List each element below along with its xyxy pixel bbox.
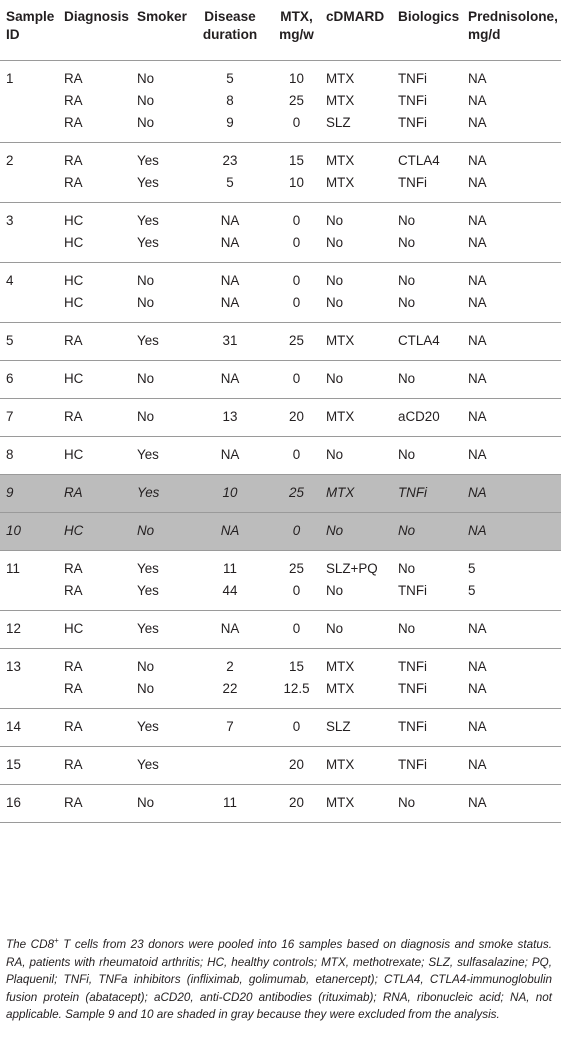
- table-row: [0, 648, 561, 678]
- cell-biologics: No: [398, 272, 416, 288]
- cell-diagnosis: RA: [64, 784, 137, 822]
- header-diagnosis: [64, 0, 137, 60]
- cell-mtx-dose: 0: [267, 292, 326, 323]
- cell-mtx-dose: 10: [289, 70, 304, 86]
- cell-smoker: Yes: [137, 708, 193, 746]
- sample-group: [0, 784, 561, 822]
- cell-sample-id: 11: [6, 560, 20, 576]
- cell-disease-duration: NA: [193, 436, 267, 474]
- cell-disease-duration: 9: [193, 112, 267, 143]
- cell-prednisolone: NA: [468, 708, 561, 746]
- cell-biologics: CTLA4: [398, 322, 468, 360]
- table-row: [0, 262, 561, 292]
- sample-group: [0, 436, 561, 474]
- sample-group: [0, 360, 561, 398]
- cell-diagnosis: RA: [64, 398, 137, 436]
- table-row: [0, 232, 561, 263]
- header-smoker: [137, 0, 193, 60]
- cell-smoker: Yes: [137, 746, 193, 784]
- header-mtx-dose: [267, 0, 326, 60]
- table-footnote: [6, 936, 552, 1024]
- cell-cdmard: MTX: [326, 70, 355, 86]
- header-line: Biologics: [398, 9, 460, 24]
- cell-sample-id: 2: [6, 152, 14, 168]
- header-line: Smoker: [137, 9, 187, 24]
- cell-disease-duration: 22: [193, 678, 267, 709]
- table-row: [0, 580, 561, 611]
- cell-smoker: Yes: [137, 580, 193, 611]
- excluded-sample-group: [0, 474, 561, 512]
- sample-group: [0, 322, 561, 360]
- cell-smoker: Yes: [137, 474, 193, 512]
- cell-prednisolone: NA: [468, 746, 561, 784]
- table-row: [0, 746, 561, 784]
- cell-disease-duration: 31: [193, 322, 267, 360]
- cell-sample-id: 14: [0, 708, 64, 746]
- cell-smoker: No: [137, 512, 193, 550]
- cell-diagnosis: HC: [64, 512, 137, 550]
- cell-sample-id: 7: [0, 398, 64, 436]
- cell-diagnosis: RA: [64, 152, 83, 168]
- cell-mtx-dose: 0: [267, 580, 326, 611]
- cell-cdmard: No: [326, 292, 398, 323]
- cell-prednisolone: NA: [468, 436, 561, 474]
- cell-cdmard: MTX: [326, 678, 398, 709]
- sample-group: [0, 398, 561, 436]
- table-row: [0, 112, 561, 143]
- cell-biologics: CTLA4: [398, 152, 440, 168]
- cell-diagnosis: HC: [64, 360, 137, 398]
- header-line: ID: [6, 27, 20, 42]
- cell-biologics: No: [398, 512, 468, 550]
- cell-disease-duration: 5: [193, 172, 267, 203]
- header-disease-duration: [193, 0, 267, 60]
- cell-diagnosis: HC: [64, 272, 84, 288]
- footnote-superscript: +: [54, 936, 59, 946]
- cell-sample-id: 15: [0, 746, 64, 784]
- sample-group: [0, 202, 561, 262]
- cell-mtx-dose: 0: [292, 212, 301, 228]
- cell-disease-duration: 13: [193, 398, 267, 436]
- cell-biologics: No: [398, 360, 468, 398]
- table-row: [0, 398, 561, 436]
- table-row: [0, 90, 561, 112]
- cell-prednisolone: NA: [468, 70, 487, 86]
- cell-cdmard: MTX: [326, 172, 398, 203]
- cell-diagnosis: HC: [64, 610, 137, 648]
- cell-prednisolone: NA: [468, 212, 487, 228]
- cell-sample-id: [0, 232, 64, 263]
- cell-biologics: No: [398, 436, 468, 474]
- table-row: [0, 708, 561, 746]
- cell-cdmard: SLZ+PQ: [326, 560, 378, 576]
- cell-diagnosis: RA: [64, 92, 83, 108]
- cell-smoker: Yes: [137, 172, 193, 203]
- cell-mtx-dose: 0: [267, 708, 326, 746]
- header-biologics: [398, 0, 468, 60]
- cell-sample-id: 1: [6, 70, 14, 86]
- cell-cdmard: No: [326, 360, 398, 398]
- cell-prednisolone: NA: [468, 658, 487, 674]
- table-row: [0, 610, 561, 648]
- cell-disease-duration: 2: [226, 658, 234, 674]
- cell-prednisolone: NA: [468, 272, 487, 288]
- cell-sample-id: 13: [6, 658, 21, 674]
- cell-prednisolone: NA: [468, 292, 561, 323]
- cell-diagnosis: RA: [64, 678, 137, 709]
- cell-cdmard: MTX: [326, 746, 398, 784]
- cell-sample-id: [0, 292, 64, 323]
- cell-smoker: No: [137, 112, 193, 143]
- cell-smoker: No: [137, 398, 193, 436]
- cell-biologics: No: [398, 610, 468, 648]
- cell-biologics: TNFi: [398, 92, 428, 108]
- cell-diagnosis: HC: [64, 212, 84, 228]
- cell-biologics: TNFi: [398, 112, 468, 143]
- header-line: Diagnosis: [64, 9, 129, 24]
- header-line: MTX,: [280, 9, 313, 24]
- table-row: [0, 60, 561, 90]
- cell-mtx-dose: 25: [289, 92, 304, 108]
- header-line: duration: [202, 27, 258, 42]
- header-line: mg/w: [279, 27, 314, 42]
- cell-biologics: TNFi: [398, 678, 468, 709]
- cell-smoker: No: [137, 658, 155, 674]
- table-row: [0, 512, 561, 550]
- table-row: [0, 292, 561, 323]
- cell-cdmard: MTX: [326, 152, 355, 168]
- cell-sample-id: 5: [0, 322, 64, 360]
- cell-cdmard: No: [326, 580, 398, 611]
- cell-disease-duration: NA: [193, 610, 267, 648]
- cell-disease-duration: NA: [193, 512, 267, 550]
- header-line: Prednisolone,: [468, 9, 558, 24]
- sample-group: [0, 708, 561, 746]
- cell-disease-duration: 8: [226, 92, 234, 108]
- cell-diagnosis: RA: [64, 658, 83, 674]
- cell-prednisolone: NA: [468, 152, 487, 168]
- sample-group: [0, 60, 561, 142]
- table-row: [0, 474, 561, 512]
- table-row: [0, 322, 561, 360]
- cell-diagnosis: RA: [64, 112, 137, 143]
- header-line: cDMARD: [326, 9, 385, 24]
- cell-diagnosis: RA: [64, 172, 137, 203]
- cell-prednisolone: NA: [468, 322, 561, 360]
- cell-biologics: No: [398, 560, 416, 576]
- footnote-text: T cells from 23 donors were pooled into 16 samples based on diagnosis and smoke status. RA, patients with rheumatoid arthritis; HC, healthy controls; MTX, methotrexate; SLZ, sulfasalazine; PQ, Plaquenil; TNFi, TNFa inhibitors (infliximab, golimumab, etanercept); CTLA4, CTLA4-immunoglobulin fusion protein (abatacept); aCD20, anti-CD20 antibodies (rituximab); RNA, ribonucleic acid; NA, not applicable. Sample 9 and 10 are shaded in gray because they were excluded from the analysis.: [6, 938, 552, 1022]
- cell-prednisolone: 5: [468, 560, 476, 576]
- cell-biologics: TNFi: [398, 708, 468, 746]
- cell-smoker: No: [137, 292, 193, 323]
- table-row: [0, 436, 561, 474]
- cell-disease-duration: 11: [223, 560, 237, 576]
- excluded-sample-group: [0, 512, 561, 550]
- cell-disease-duration: NA: [193, 360, 267, 398]
- cell-biologics: TNFi: [398, 474, 468, 512]
- cell-biologics: TNFi: [398, 580, 468, 611]
- cell-cdmard: MTX: [326, 92, 355, 108]
- sample-group: [0, 550, 561, 610]
- cell-smoker: Yes: [137, 436, 193, 474]
- cell-prednisolone: NA: [468, 92, 487, 108]
- cell-prednisolone: 5: [468, 580, 561, 611]
- header-line: Disease: [204, 9, 256, 24]
- cell-disease-duration: [193, 746, 267, 784]
- cell-disease-duration: 7: [193, 708, 267, 746]
- sample-group: [0, 262, 561, 322]
- table-row: [0, 360, 561, 398]
- footnote-prefix: The CD8: [6, 938, 55, 951]
- cell-prednisolone: NA: [468, 512, 561, 550]
- cell-sample-id: 8: [0, 436, 64, 474]
- cell-sample-id: 16: [0, 784, 64, 822]
- cell-disease-duration: NA: [220, 272, 240, 288]
- cell-disease-duration: NA: [193, 232, 267, 263]
- cell-mtx-dose: 0: [267, 360, 326, 398]
- cell-smoker: Yes: [137, 322, 193, 360]
- cell-sample-id: [0, 172, 64, 203]
- cell-disease-duration: 44: [193, 580, 267, 611]
- cell-cdmard: No: [326, 512, 398, 550]
- cell-prednisolone: NA: [468, 232, 561, 263]
- cell-sample-id: [0, 678, 64, 709]
- cell-mtx-dose: 15: [289, 152, 304, 168]
- cell-disease-duration: 10: [193, 474, 267, 512]
- cell-diagnosis: RA: [64, 560, 83, 576]
- cell-biologics: No: [398, 292, 468, 323]
- cell-prednisolone: NA: [468, 610, 561, 648]
- header-prednisolone: [468, 0, 561, 60]
- cell-mtx-dose: 25: [289, 560, 304, 576]
- cell-cdmard: No: [326, 212, 344, 228]
- header-line: Sample: [6, 9, 55, 24]
- table-row: [0, 202, 561, 232]
- cell-biologics: No: [398, 232, 468, 263]
- cell-prednisolone: NA: [468, 474, 561, 512]
- header-line: mg/d: [468, 27, 501, 42]
- table-header: [0, 0, 561, 60]
- cell-mtx-dose: 20: [267, 784, 326, 822]
- cell-diagnosis: RA: [64, 746, 137, 784]
- cell-cdmard: No: [326, 610, 398, 648]
- table-row: [0, 172, 561, 203]
- cell-diagnosis: RA: [64, 70, 83, 86]
- cell-sample-id: 10: [0, 512, 64, 550]
- cell-cdmard: MTX: [326, 398, 398, 436]
- cell-sample-id: 3: [6, 212, 14, 228]
- cell-smoker: No: [137, 360, 193, 398]
- sample-group: [0, 610, 561, 648]
- cell-disease-duration: NA: [193, 292, 267, 323]
- cell-mtx-dose: 0: [267, 112, 326, 143]
- cell-cdmard: MTX: [326, 658, 355, 674]
- cell-diagnosis: HC: [64, 232, 137, 263]
- cell-diagnosis: HC: [64, 436, 137, 474]
- cell-cdmard: SLZ: [326, 112, 398, 143]
- cell-disease-duration: NA: [220, 212, 240, 228]
- header-sample-id: [0, 0, 64, 60]
- cell-mtx-dose: 20: [267, 398, 326, 436]
- cell-prednisolone: NA: [468, 112, 561, 143]
- cell-diagnosis: HC: [64, 292, 137, 323]
- cell-prednisolone: NA: [468, 398, 561, 436]
- cell-mtx-dose: 25: [267, 322, 326, 360]
- cell-prednisolone: NA: [468, 678, 561, 709]
- sample-group: [0, 648, 561, 708]
- cell-cdmard: MTX: [326, 322, 398, 360]
- cell-disease-duration: 23: [222, 152, 238, 168]
- table-row: [0, 784, 561, 822]
- cell-smoker: No: [137, 784, 193, 822]
- cell-disease-duration: 5: [226, 70, 234, 86]
- cell-sample-id: [0, 112, 64, 143]
- sample-group: [0, 142, 561, 202]
- cell-mtx-dose: 0: [267, 610, 326, 648]
- cell-mtx-dose: 10: [267, 172, 326, 203]
- cell-diagnosis: RA: [64, 474, 137, 512]
- cell-smoker: No: [137, 272, 155, 288]
- cell-smoker: Yes: [137, 232, 193, 263]
- cell-cdmard: MTX: [326, 474, 398, 512]
- cell-mtx-dose: 25: [267, 474, 326, 512]
- cell-smoker: Yes: [137, 560, 159, 576]
- cell-biologics: No: [398, 212, 416, 228]
- cell-biologics: aCD20: [398, 398, 468, 436]
- cell-mtx-dose: 15: [289, 658, 304, 674]
- cell-mtx-dose: 12.5: [267, 678, 326, 709]
- cell-smoker: Yes: [137, 212, 159, 228]
- cell-smoker: Yes: [137, 610, 193, 648]
- cell-sample-id: [0, 580, 64, 611]
- cell-smoker: Yes: [137, 152, 159, 168]
- cell-prednisolone: NA: [468, 172, 561, 203]
- cell-cdmard: SLZ: [326, 708, 398, 746]
- cell-sample-id: 4: [6, 272, 14, 288]
- cell-cdmard: No: [326, 232, 398, 263]
- cell-diagnosis: RA: [64, 708, 137, 746]
- cell-sample-id: 6: [0, 360, 64, 398]
- cell-disease-duration: 11: [193, 784, 267, 822]
- table-row: [0, 142, 561, 172]
- cell-cdmard: No: [326, 436, 398, 474]
- cell-mtx-dose: 0: [267, 512, 326, 550]
- cell-diagnosis: RA: [64, 580, 137, 611]
- cell-diagnosis: RA: [64, 322, 137, 360]
- cell-prednisolone: NA: [468, 360, 561, 398]
- cell-biologics: No: [398, 784, 468, 822]
- cell-smoker: No: [137, 678, 193, 709]
- cell-mtx-dose: 0: [292, 272, 301, 288]
- cell-biologics: TNFi: [398, 658, 428, 674]
- cell-sample-id: 12: [0, 610, 64, 648]
- cell-mtx-dose: 0: [267, 232, 326, 263]
- table-row: [0, 550, 561, 580]
- table-row: [0, 678, 561, 709]
- cell-prednisolone: NA: [468, 784, 561, 822]
- cell-smoker: No: [137, 70, 155, 86]
- cell-biologics: TNFi: [398, 172, 468, 203]
- cell-smoker: No: [137, 92, 155, 108]
- cell-cdmard: MTX: [326, 784, 398, 822]
- sample-group: [0, 746, 561, 784]
- header-cdmard: [326, 0, 398, 60]
- cell-mtx-dose: 20: [267, 746, 326, 784]
- cell-mtx-dose: 0: [267, 436, 326, 474]
- cell-biologics: TNFi: [398, 70, 428, 86]
- cell-sample-id: [0, 90, 64, 112]
- cell-sample-id: 9: [0, 474, 64, 512]
- cell-cdmard: No: [326, 272, 344, 288]
- cell-biologics: TNFi: [398, 746, 468, 784]
